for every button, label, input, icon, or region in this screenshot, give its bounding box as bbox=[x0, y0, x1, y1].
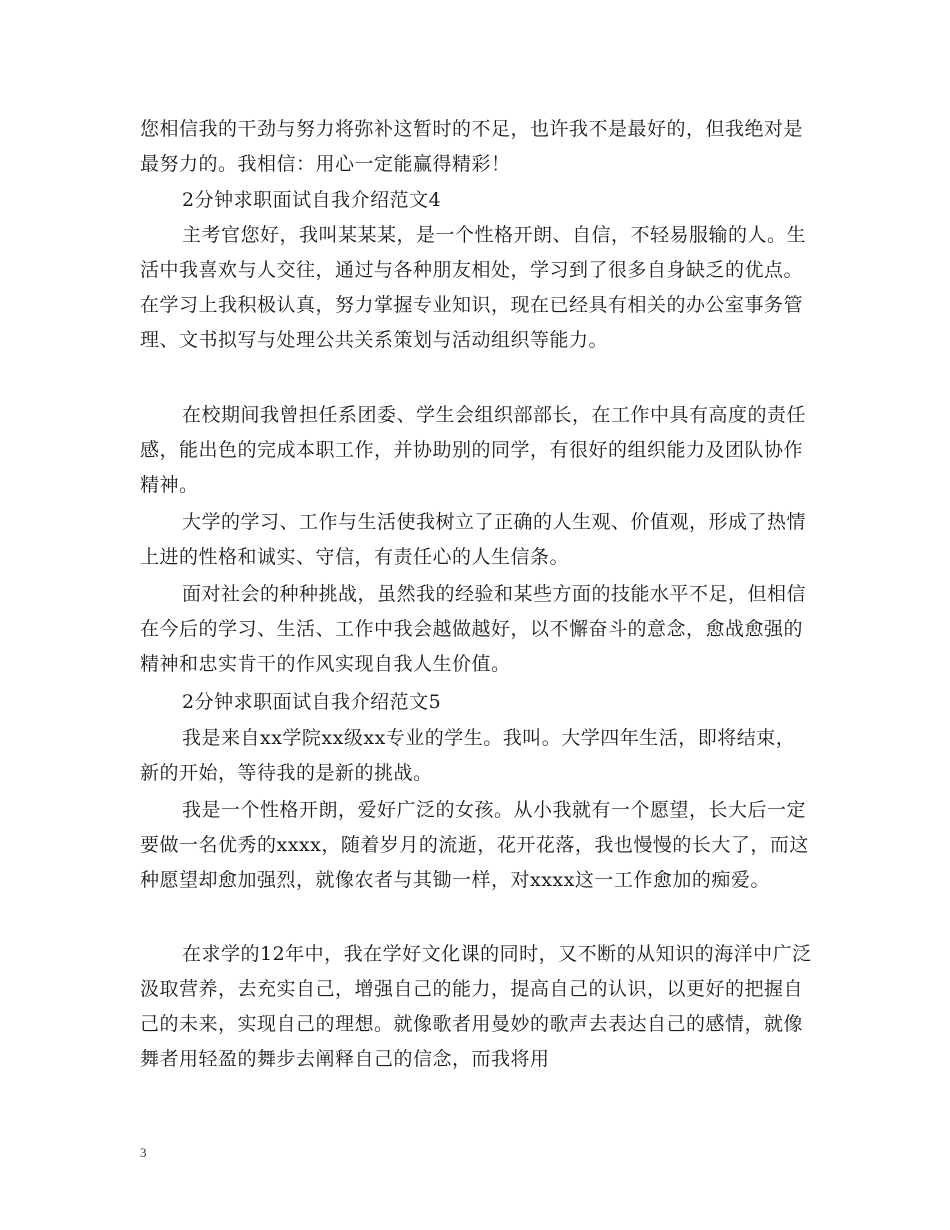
paragraph-5-2: 我是一个性格开朗，爱好广泛的女孩。从小我就有一个愿望，长大后一定要做一名优秀的xxxx，随着岁月的流逝，花开花落，我也慢慢的长大了，而这种愿望却愈加强烈，就像农者与其锄一样，对xxxx这一工作愈加的痴爱。 bbox=[140, 799, 809, 891]
page-number: 3 bbox=[140, 1145, 147, 1160]
paragraph-4-1: 主考官您好，我叫某某某，是一个性格开朗、自信，不轻易服输的人。生活中我喜欢与人交往，通过与各种朋友相处，学习到了很多自身缺乏的优点。在学习上我积极认真，努力掌握专业知识，现在已经具有相关的办公室事务管理、文书拟写与处理公共关系策划与活动组织等能力。 bbox=[140, 224, 807, 351]
paragraph-continued: 您相信我的干劲与努力将弥补这暂时的不足，也许我不是最好的，但我绝对是最努力的。我相信：用心一定能赢得精彩！ bbox=[140, 118, 804, 175]
paragraph-4-2: 在校期间我曾担任系团委、学生会组织部部长，在工作中具有高度的责任感，能出色的完成本职工作，并协助别的同学，有很好的组织能力及团队协作精神。 bbox=[140, 404, 807, 496]
paragraph-4-3: 大学的学习、工作与生活使我树立了正确的人生观、价值观，形成了热情上进的性格和诚实、守信，有责任心的人生信条。 bbox=[140, 511, 807, 568]
paragraph-5-1: 我是来自xx学院xx级xx专业的学生。我叫。大学四年生活，即将结束，新的开始，等待我的是新的挑战。 bbox=[140, 727, 796, 784]
section-heading-5: 2分钟求职面试自我介绍范文5 bbox=[182, 691, 442, 713]
paragraph-5-3: 在求学的12年中，我在学好文化课的同时，又不断的从知识的海洋中广泛汲取营养，去充实自己，增强自己的能力，提高自己的认识，以更好的把握自己的未来，实现自己的理想。就像歌者用曼妙的歌声去表达自己的感情，就像舞者用轻盈的舞步去阐释自己的信念，而我将用 bbox=[140, 943, 812, 1070]
section-heading-4: 2分钟求职面试自我介绍范文4 bbox=[182, 189, 442, 211]
paragraph-4-4: 面对社会的种种挑战，虽然我的经验和某些方面的技能水平不足，但相信在今后的学习、生活、工作中我会越做越好，以不懈奋斗的意念，愈战愈强的精神和忠实肯干的作风实现自我人生价值。 bbox=[140, 583, 807, 675]
